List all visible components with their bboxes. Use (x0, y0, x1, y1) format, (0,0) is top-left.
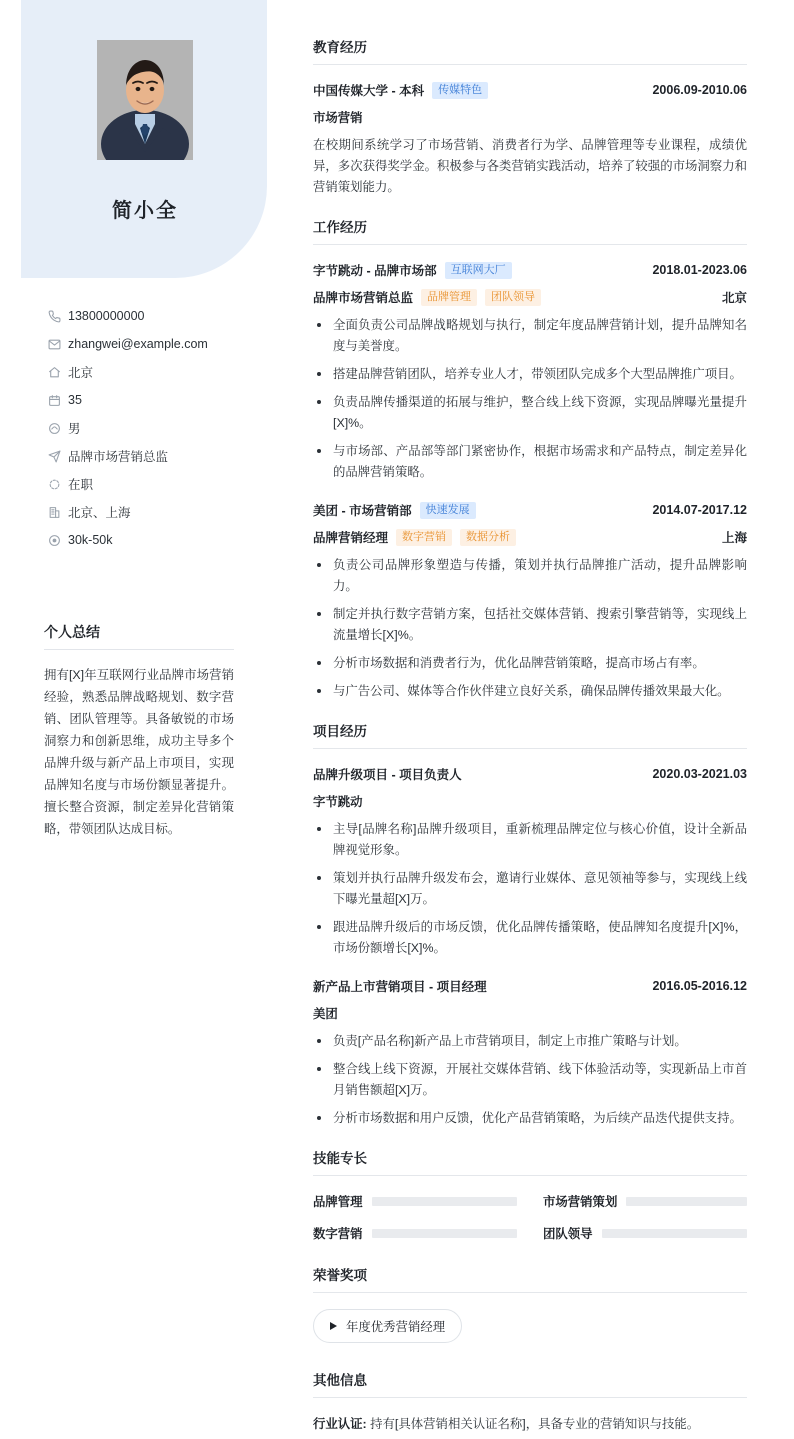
work-role: 品牌营销经理 (313, 531, 389, 545)
work-bullet: 负责品牌传播渠道的拓展与维护，整合线上线下资源，实现品牌曝光量提升[X]%。 (313, 392, 747, 434)
project-date: 2020.03-2021.03 (652, 767, 747, 781)
project-bullet: 主导[品牌名称]品牌升级项目，重新梳理品牌定位与核心价值，设计全新品牌视觉形象。 (313, 819, 747, 861)
work-bullet: 分析市场数据和消费者行为，优化品牌营销策略，提高市场占有率。 (313, 653, 747, 674)
contact-value: 13800000000 (68, 309, 145, 323)
skill-progress-track (626, 1197, 747, 1206)
contact-item-status (48, 470, 273, 498)
education-entry-left (313, 81, 488, 99)
contact-value: 在职 (68, 478, 94, 492)
work-date: 2018.01-2023.06 (652, 263, 747, 277)
project-date: 2016.05-2016.12 (652, 979, 747, 993)
avatar (97, 40, 193, 160)
skill-item (543, 1224, 747, 1242)
work-location: 北京 (721, 291, 747, 305)
work-role-row (313, 528, 747, 546)
personal-summary-text: 拥有[X]年互联网行业品牌市场营销经验，熟悉品牌战略规划、数字营销、团队管理等。具备敏锐的市场洞察力和创新思维，成功主导多个品牌升级与新产品上市项目，实现品牌知名度与市场份额显著提升。擅长整合资源，制定差异化营销策略，带领团队达成目标。 (44, 668, 234, 836)
skills-section (313, 1147, 747, 1242)
contact-value: 35 (68, 393, 82, 407)
work-date: 2014.07-2017.12 (652, 503, 747, 517)
status-icon (48, 477, 68, 491)
contact-item-location (48, 358, 273, 386)
personal-summary-section (44, 622, 234, 840)
project-bullets (313, 1031, 747, 1129)
calendar-icon (48, 393, 68, 407)
honors-title: 荣誉奖项 (313, 1264, 747, 1293)
work-title: 工作经历 (313, 216, 747, 245)
skill-item (313, 1192, 517, 1210)
salary-icon (48, 533, 68, 547)
project-company: 字节跳动 (313, 795, 363, 809)
skill-item (543, 1192, 747, 1210)
project-bullet: 分析市场数据和用户反馈，优化产品营销策略，为后续产品迭代提供支持。 (313, 1108, 747, 1129)
skills-title: 技能专长 (313, 1147, 747, 1176)
phone-icon (48, 309, 68, 323)
skill-name: 市场营销策划 (543, 1195, 618, 1209)
skills-grid (313, 1192, 747, 1242)
work-entry-header (313, 501, 747, 519)
contact-value: 30k-50k (68, 533, 113, 547)
project-bullets (313, 819, 747, 959)
education-tag: 传媒特色 (432, 82, 488, 99)
contact-value: 北京 (68, 366, 94, 380)
education-date: 2006.09-2010.06 (652, 83, 747, 97)
education-entry (313, 81, 747, 198)
project-company: 美团 (313, 1007, 338, 1021)
work-entry (313, 501, 747, 702)
work-company: 美团 - 市场营销部 (313, 504, 412, 518)
contact-item-email (48, 330, 273, 358)
contact-item-gender (48, 414, 273, 442)
project-bullet: 整合线上线下资源，开展社交媒体营销、线下体验活动等，实现新品上市首月销售额超[X]万。 (313, 1059, 747, 1101)
other-info-label: 行业认证: (313, 1417, 367, 1431)
skill-progress-track (372, 1197, 517, 1206)
education-description: 在校期间系统学习了市场营销、消费者行为学、品牌管理等专业课程，成绩优异，多次获得奖学金。积极参与各类营销实践活动，培养了较强的市场洞察力和营销策划能力。 (313, 138, 747, 194)
project-name: 品牌升级项目 - 项目负责人 (313, 768, 462, 782)
contact-item-age (48, 386, 273, 414)
main-column (313, 36, 747, 1439)
work-bullet: 搭建品牌营销团队，培养专业人才，带领团队完成多个大型品牌推广项目。 (313, 364, 747, 385)
work-role-tag: 团队领导 (485, 289, 541, 306)
project-bullet: 负责[产品名称]新产品上市营销项目，制定上市推广策略与计划。 (313, 1031, 747, 1052)
skill-progress-track (372, 1229, 517, 1238)
personal-summary-title: 个人总结 (44, 622, 234, 650)
work-role-row (313, 288, 747, 306)
gender-icon (48, 421, 68, 435)
contact-value: 男 (68, 422, 81, 436)
project-entry-header (313, 977, 747, 995)
education-title: 教育经历 (313, 36, 747, 65)
contact-item-work-city (48, 498, 273, 526)
contact-item-position (48, 442, 273, 470)
work-role: 品牌市场营销总监 (313, 291, 414, 305)
education-section (313, 36, 747, 198)
work-company-tag: 快速发展 (420, 502, 476, 519)
work-role-tag: 品牌管理 (421, 289, 477, 306)
honor-item[interactable] (313, 1309, 462, 1343)
contact-list (48, 302, 273, 554)
contact-value: 北京、上海 (68, 506, 131, 520)
other-info-title: 其他信息 (313, 1369, 747, 1398)
work-bullet: 负责公司品牌形象塑造与传播，策划并执行品牌推广活动，提升品牌影响力。 (313, 555, 747, 597)
work-location: 上海 (721, 531, 747, 545)
work-role-tag: 数字营销 (396, 529, 452, 546)
email-icon (48, 337, 68, 351)
project-name: 新产品上市营销项目 - 项目经理 (313, 980, 487, 994)
home-icon (48, 365, 68, 379)
skill-name: 团队领导 (543, 1227, 593, 1241)
skill-name: 数字营销 (313, 1227, 363, 1241)
contact-item-phone (48, 302, 273, 330)
play-triangle-icon (330, 1322, 337, 1330)
education-school: 中国传媒大学 - 本科 (313, 84, 425, 98)
other-info-text: 持有[具体营销相关认证名称]，具备专业的营销知识与技能。 (370, 1417, 700, 1431)
skill-progress-track (602, 1229, 747, 1238)
skill-item (313, 1224, 517, 1242)
honor-label: 年度优秀营销经理 (346, 1320, 446, 1334)
work-company-tag: 互联网大厂 (445, 262, 512, 279)
work-bullet: 制定并执行数字营销方案，包括社交媒体营销、搜索引擎营销等，实现线上流量增长[X]%。 (313, 604, 747, 646)
skill-name: 品牌管理 (313, 1195, 363, 1209)
send-icon (48, 449, 68, 463)
work-bullet: 全面负责公司品牌战略规划与执行，制定年度品牌营销计划，提升品牌知名度与美誉度。 (313, 315, 747, 357)
work-bullets (313, 555, 747, 702)
work-bullets (313, 315, 747, 483)
work-bullet: 与广告公司、媒体等合作伙伴建立良好关系，确保品牌传播效果最大化。 (313, 681, 747, 702)
contact-item-salary (48, 526, 273, 554)
project-bullet: 策划并执行品牌升级发布会，邀请行业媒体、意见领袖等参与，实现线上线下曝光量超[X]万。 (313, 868, 747, 910)
work-entry-left (313, 501, 476, 519)
work-entry-left (313, 261, 512, 279)
work-entry (313, 261, 747, 483)
projects-title: 项目经历 (313, 720, 747, 749)
work-role-left (313, 528, 516, 546)
work-role-left (313, 288, 541, 306)
honors-section (313, 1264, 747, 1365)
work-bullet: 与市场部、产品部等部门紧密协作，根据市场需求和产品特点，制定差异化的品牌营销策略。 (313, 441, 747, 483)
other-info-line (313, 1414, 747, 1435)
contact-value: 品牌市场营销总监 (68, 450, 169, 464)
work-entry-header (313, 261, 747, 279)
project-entry (313, 765, 747, 959)
other-info-section (313, 1369, 747, 1435)
contact-value: zhangwei@example.com (68, 337, 208, 351)
building-icon (48, 505, 68, 519)
education-major: 市场营销 (313, 111, 363, 125)
projects-section (313, 720, 747, 1129)
project-bullet: 跟进品牌升级后的市场反馈，优化品牌传播策略，使品牌知名度提升[X]%，市场份额增长[X]%。 (313, 917, 747, 959)
sidebar (0, 0, 290, 1322)
project-entry (313, 977, 747, 1129)
person-name: 简小全 (112, 200, 178, 222)
education-entry-header (313, 81, 747, 99)
project-entry-header (313, 765, 747, 783)
work-company: 字节跳动 - 品牌市场部 (313, 264, 437, 278)
work-section (313, 216, 747, 702)
work-role-tag: 数据分析 (460, 529, 516, 546)
